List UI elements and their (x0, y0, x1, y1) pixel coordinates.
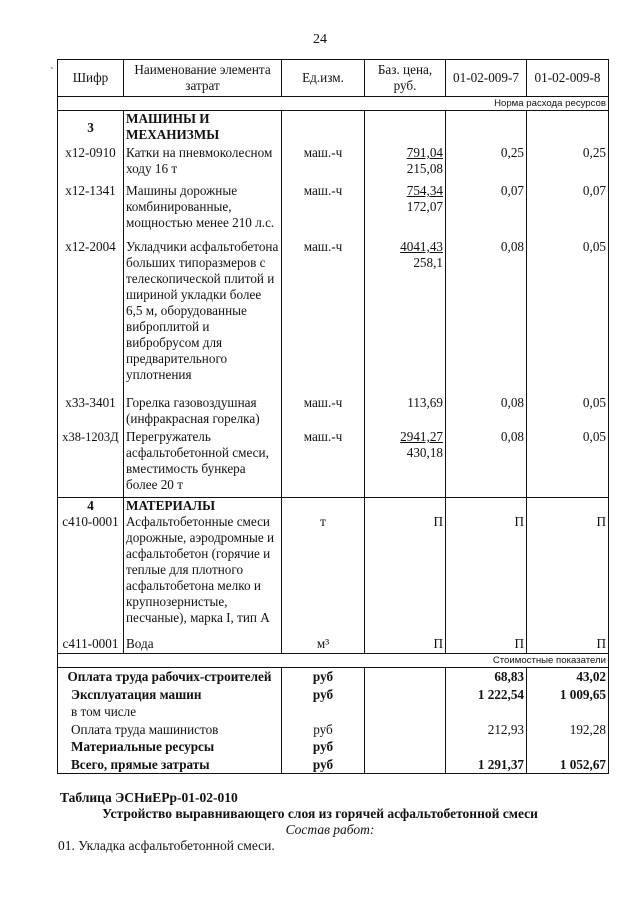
section-row (58, 111, 609, 146)
base-price: 2941,27 (400, 429, 443, 444)
norm-value-1: 0,08 (446, 239, 527, 395)
norm-value-2: 0,05 (527, 395, 609, 429)
resource-unit: т (282, 514, 365, 636)
table-row (58, 429, 609, 497)
cost-row (58, 721, 609, 739)
cost-label: Стоимостные показатели (58, 654, 609, 668)
resource-norms-table (57, 59, 609, 774)
table-row (58, 183, 609, 239)
cost-row (58, 668, 609, 686)
table-title: Таблица ЭСНиЕРр-01-02-010 (60, 790, 238, 805)
table-row (58, 514, 609, 636)
resource-price (365, 183, 446, 239)
section-title: МАШИНЫ И МЕХАНИЗМЫ (124, 111, 282, 146)
cost-name: Оплата труда машинистов (58, 721, 282, 739)
base-price: 754,34 (406, 183, 443, 198)
norm-label-row (58, 97, 609, 111)
header-col1: 01-02-009-7 (446, 60, 527, 97)
resource-unit: маш.-ч (282, 429, 365, 497)
cost-value-1: 1 222,54 (446, 686, 527, 704)
resource-code: х33-3401 (58, 395, 124, 429)
cost-name: Оплата труда рабочих-строителей (58, 668, 282, 686)
resource-price (365, 429, 446, 497)
cost-value-2: 1 009,65 (527, 686, 609, 704)
norm-value-1: 0,07 (446, 183, 527, 239)
norm-value-2: 0,05 (527, 429, 609, 497)
cost-unit: руб (282, 721, 365, 739)
section-title: МАТЕРИАЛЫ (124, 497, 282, 514)
header-row (58, 60, 609, 97)
norm-value-2: 0,25 (527, 145, 609, 183)
cost-row (58, 756, 609, 774)
norm-value-1: П (446, 636, 527, 654)
page-number: 24 (313, 32, 327, 47)
resource-price: 113,69 (365, 395, 446, 429)
resource-price (365, 239, 446, 395)
cost-unit: руб (282, 756, 365, 774)
section-number: 4 (58, 497, 124, 514)
resource-code: с411-0001 (58, 636, 124, 654)
norm-value-2: П (527, 636, 609, 654)
resource-price: П (365, 636, 446, 654)
table-row (58, 395, 609, 429)
resource-code: с410-0001 (58, 514, 124, 636)
table-row (58, 145, 609, 183)
cost-value-1: 212,93 (446, 721, 527, 739)
cost-row (58, 703, 609, 721)
cost-name: в том числе (58, 703, 282, 721)
resource-unit: маш.-ч (282, 145, 365, 183)
cost-unit: руб (282, 738, 365, 756)
cost-value-1: 68,83 (446, 668, 527, 686)
cost-value-2: 192,28 (527, 721, 609, 739)
wage-price: 258,1 (413, 255, 443, 270)
cost-row (58, 686, 609, 704)
cost-label-row (58, 654, 609, 668)
norm-value-2: П (527, 514, 609, 636)
resource-unit: маш.-ч (282, 239, 365, 395)
resource-name: Горелка газовоздушная (инфракрасная горелка) (124, 395, 282, 429)
cost-value-1: 1 291,37 (446, 756, 527, 774)
resource-name: Перегружатель асфальтобетонной смеси, вместимость бункера более 20 т (124, 429, 282, 497)
resource-name: Машины дорожные комбинированные, мощностью менее 210 л.с. (124, 183, 282, 239)
resource-code: х38-1203Д (58, 429, 124, 497)
section-row (58, 497, 609, 514)
cost-value-2: 1 052,67 (527, 756, 609, 774)
work-composition-label: Состав работ: (285, 822, 375, 837)
norm-value-1: П (446, 514, 527, 636)
resource-unit: м³ (282, 636, 365, 654)
norm-label: Норма расхода ресурсов (58, 97, 609, 111)
resource-name: Вода (124, 636, 282, 654)
cost-name: Материальные ресурсы (58, 738, 282, 756)
resource-code: х12-1341 (58, 183, 124, 239)
norm-value-1: 0,08 (446, 429, 527, 497)
work-item: 01. Укладка асфальтобетонной смеси. (58, 838, 275, 853)
resource-name: Катки на пневмоколесном ходу 16 т (124, 145, 282, 183)
header-code: Шифр (58, 60, 124, 97)
resource-code: х12-2004 (58, 239, 124, 395)
cost-value-2: 43,02 (527, 668, 609, 686)
base-price: 791,04 (406, 145, 443, 160)
header-name: Наименование элемента затрат (124, 60, 282, 97)
cost-unit: руб (282, 668, 365, 686)
wage-price: 430,18 (406, 445, 443, 460)
margin-mark: ˋ (50, 66, 54, 78)
norm-value-2: 0,05 (527, 239, 609, 395)
table-subtitle: Устройство выравнивающего слоя из горячей асфальтобетонной смеси (102, 806, 538, 821)
table-row (58, 239, 609, 395)
wage-price: 215,08 (406, 161, 443, 176)
resource-unit: маш.-ч (282, 183, 365, 239)
resource-unit: маш.-ч (282, 395, 365, 429)
resource-name: Укладчики асфальтобетона больших типоразмеров с телескопической плитой и шириной укладки более 6,5 м, оборудованные виброплитой и вибробрусом для предварительного уплотнения (124, 239, 282, 395)
cost-name: Эксплуатация машин (58, 686, 282, 704)
table-row (58, 636, 609, 654)
wage-price: 172,07 (406, 199, 443, 214)
resource-price (365, 145, 446, 183)
resource-name: Асфальтобетонные смеси дорожные, аэродромные и асфальтобетон (горячие и теплые для плотного асфальтобетона мелко и крупнозернистые, песчаные), марка I, тип А (124, 514, 282, 636)
header-price: Баз. цена, руб. (365, 60, 446, 97)
norm-value-2: 0,07 (527, 183, 609, 239)
resource-code: х12-0910 (58, 145, 124, 183)
norm-value-1: 0,25 (446, 145, 527, 183)
header-col2: 01-02-009-8 (527, 60, 609, 97)
cost-name: Всего, прямые затраты (58, 756, 282, 774)
cost-row (58, 738, 609, 756)
section-number: 3 (58, 111, 124, 146)
base-price: 4041,43 (400, 239, 443, 254)
cost-unit: руб (282, 686, 365, 704)
norm-value-1: 0,08 (446, 395, 527, 429)
resource-price: П (365, 514, 446, 636)
header-unit: Ед.изм. (282, 60, 365, 97)
